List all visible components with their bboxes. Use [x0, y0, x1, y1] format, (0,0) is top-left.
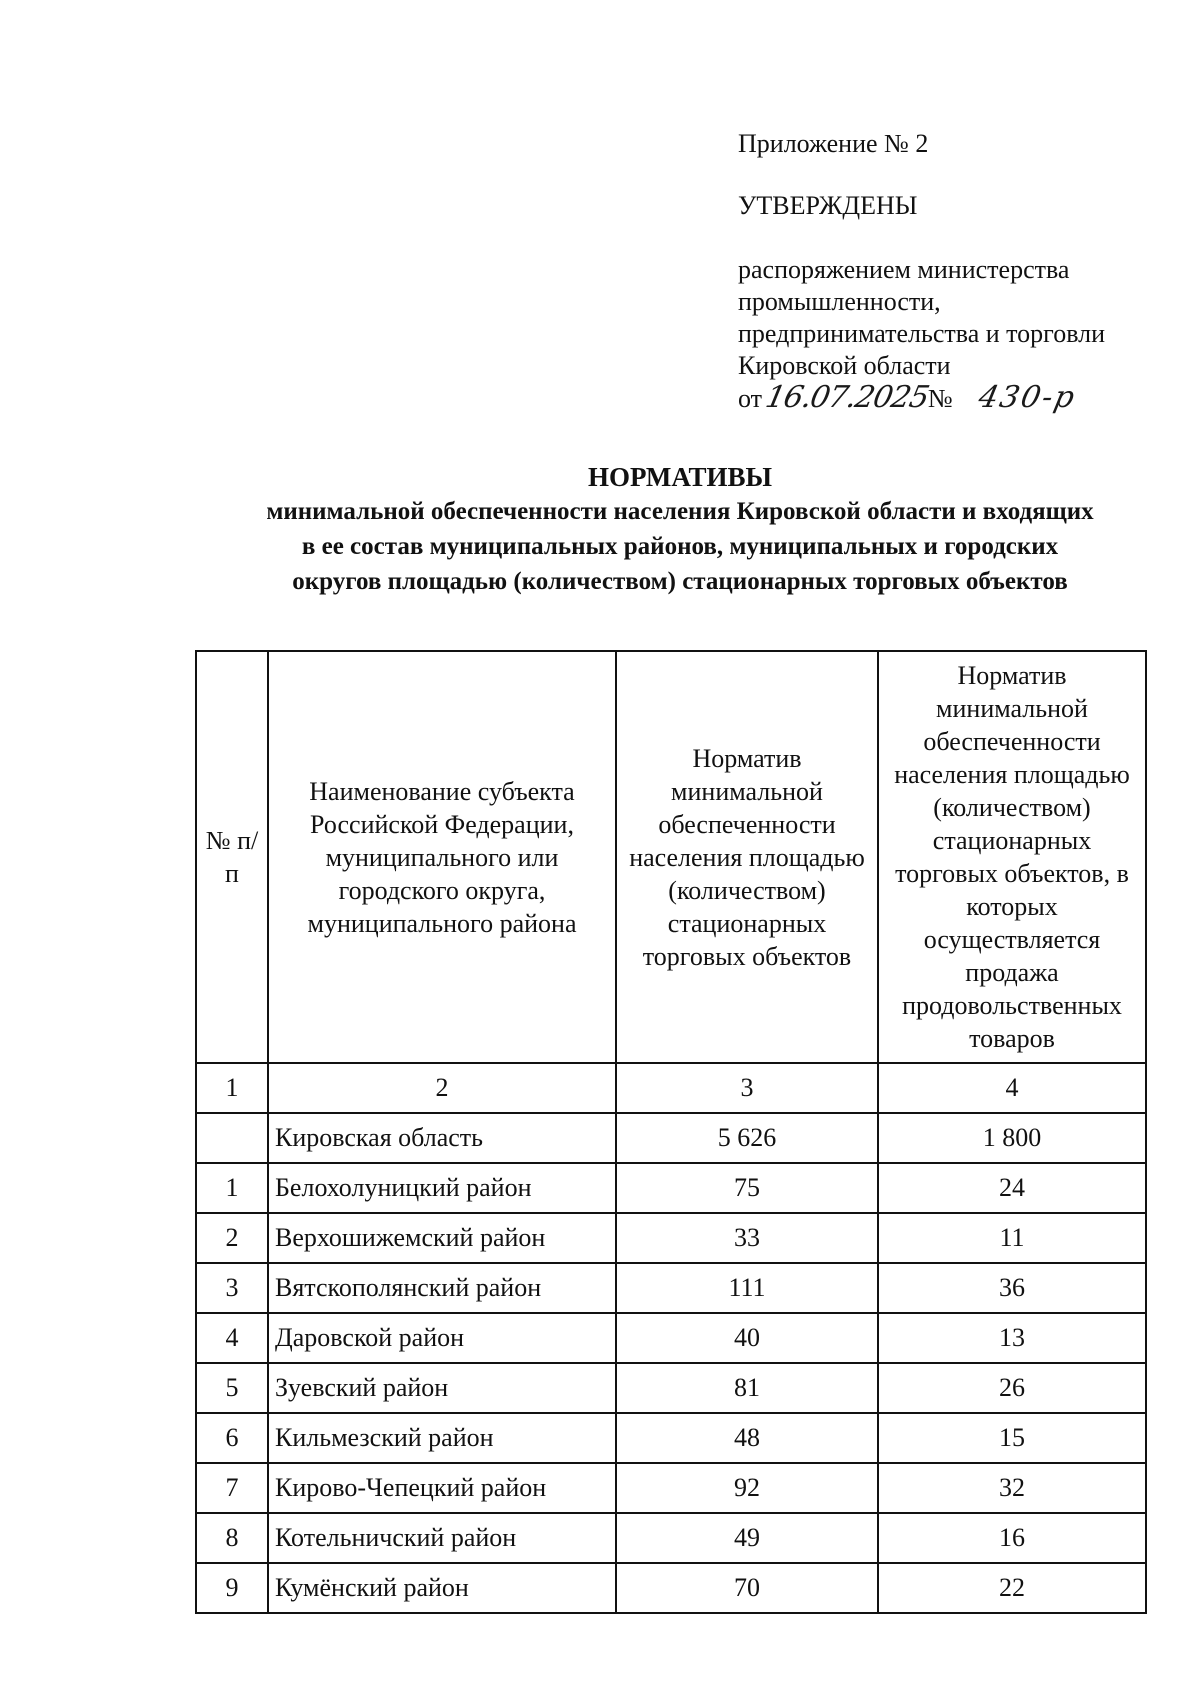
row-name: Верхошижемский район: [268, 1213, 616, 1263]
row-number: 5: [196, 1363, 268, 1413]
handwritten-number: 430-р: [975, 380, 1080, 415]
row-food-norm: 11: [878, 1213, 1146, 1263]
approval-line-3: предпринимательства и торговли: [738, 319, 1106, 348]
row-total-norm: 40: [616, 1313, 878, 1363]
row-total-norm: 81: [616, 1363, 878, 1413]
row-name: Даровской район: [268, 1313, 616, 1363]
row-name: Кирово-Чепецкий район: [268, 1463, 616, 1513]
row-number: 9: [196, 1563, 268, 1613]
column-number: 1: [196, 1063, 268, 1113]
row-total-norm: 70: [616, 1563, 878, 1613]
title-heading: НОРМАТИВЫ: [587, 462, 773, 492]
table-row: [196, 1413, 1146, 1463]
row-food-norm: 26: [878, 1363, 1146, 1413]
header-total-norm: Норматив минимальной обеспеченности населения площадью (количеством) стационарных торговых объектов: [616, 651, 878, 1063]
table-row: [196, 1363, 1146, 1413]
document-title: [200, 460, 1160, 599]
table-row: [196, 1163, 1146, 1213]
appendix-label: Приложение № 2: [738, 129, 929, 158]
row-name: Зуевский район: [268, 1363, 616, 1413]
column-number: 4: [878, 1063, 1146, 1113]
row-food-norm: 22: [878, 1563, 1146, 1613]
header-food-norm: Норматив минимальной обеспеченности населения площадью (количеством) стационарных торговых объектов, в которых осуществляется продажа продовольственных товаров: [878, 651, 1146, 1063]
norms-table: [195, 650, 1147, 1614]
row-food-norm: 1 800: [878, 1113, 1146, 1163]
table-row: [196, 1563, 1146, 1613]
row-food-norm: 15: [878, 1413, 1146, 1463]
row-food-norm: 16: [878, 1513, 1146, 1563]
column-number: 2: [268, 1063, 616, 1113]
from-label: от: [738, 384, 763, 413]
approval-line-2: промышленности,: [738, 287, 941, 316]
row-food-norm: 36: [878, 1263, 1146, 1313]
row-total-norm: 92: [616, 1463, 878, 1513]
row-number: 4: [196, 1313, 268, 1363]
row-food-norm: 24: [878, 1163, 1146, 1213]
row-total-norm: 49: [616, 1513, 878, 1563]
row-food-norm: 32: [878, 1463, 1146, 1513]
approval-block: [738, 128, 1178, 415]
row-name: Кировская область: [268, 1113, 616, 1163]
row-name: Кильмезский район: [268, 1413, 616, 1463]
header-name: Наименование субъекта Российской Федерации, муниципального или городского округа, муниципального района: [268, 651, 616, 1063]
row-number: 1: [196, 1163, 268, 1213]
row-total-norm: 48: [616, 1413, 878, 1463]
row-total-norm: 75: [616, 1163, 878, 1213]
table-row: [196, 1113, 1146, 1163]
column-number: 3: [616, 1063, 878, 1113]
approved-label: УТВЕРЖДЕНЫ: [738, 191, 918, 220]
title-line-2: в ее состав муниципальных районов, муниципальных и городских: [301, 533, 1059, 560]
row-number: [196, 1113, 268, 1163]
row-total-norm: 5 626: [616, 1113, 878, 1163]
row-total-norm: 33: [616, 1213, 878, 1263]
header-number: № п/п: [196, 651, 268, 1063]
row-number: 6: [196, 1413, 268, 1463]
row-name: Кумёнский район: [268, 1563, 616, 1613]
number-label: №: [927, 384, 953, 413]
title-line-3: округов площадью (количеством) стационарных торговых объектов: [292, 568, 1068, 595]
row-name: Белохолуницкий район: [268, 1163, 616, 1213]
title-line-1: минимальной обеспеченности населения Кировской области и входящих: [266, 498, 1094, 525]
row-name: Котельничский район: [268, 1513, 616, 1563]
table-row: [196, 1513, 1146, 1563]
approval-line-4: Кировской области: [738, 351, 951, 380]
approval-line-1: распоряжением министерства: [738, 255, 1070, 284]
row-name: Вятскополянский район: [268, 1263, 616, 1313]
row-number: 2: [196, 1213, 268, 1263]
row-food-norm: 13: [878, 1313, 1146, 1363]
row-number: 8: [196, 1513, 268, 1563]
row-total-norm: 111: [616, 1263, 878, 1313]
table-row: [196, 1213, 1146, 1263]
table-row: [196, 1263, 1146, 1313]
handwritten-date: 16.07.2025: [762, 380, 932, 415]
table-row: [196, 1463, 1146, 1513]
approval-date-number: [738, 382, 1178, 415]
table-header-row: [196, 651, 1146, 1063]
row-number: 3: [196, 1263, 268, 1313]
row-number: 7: [196, 1463, 268, 1513]
column-number-row: [196, 1063, 1146, 1113]
table-row: [196, 1313, 1146, 1363]
